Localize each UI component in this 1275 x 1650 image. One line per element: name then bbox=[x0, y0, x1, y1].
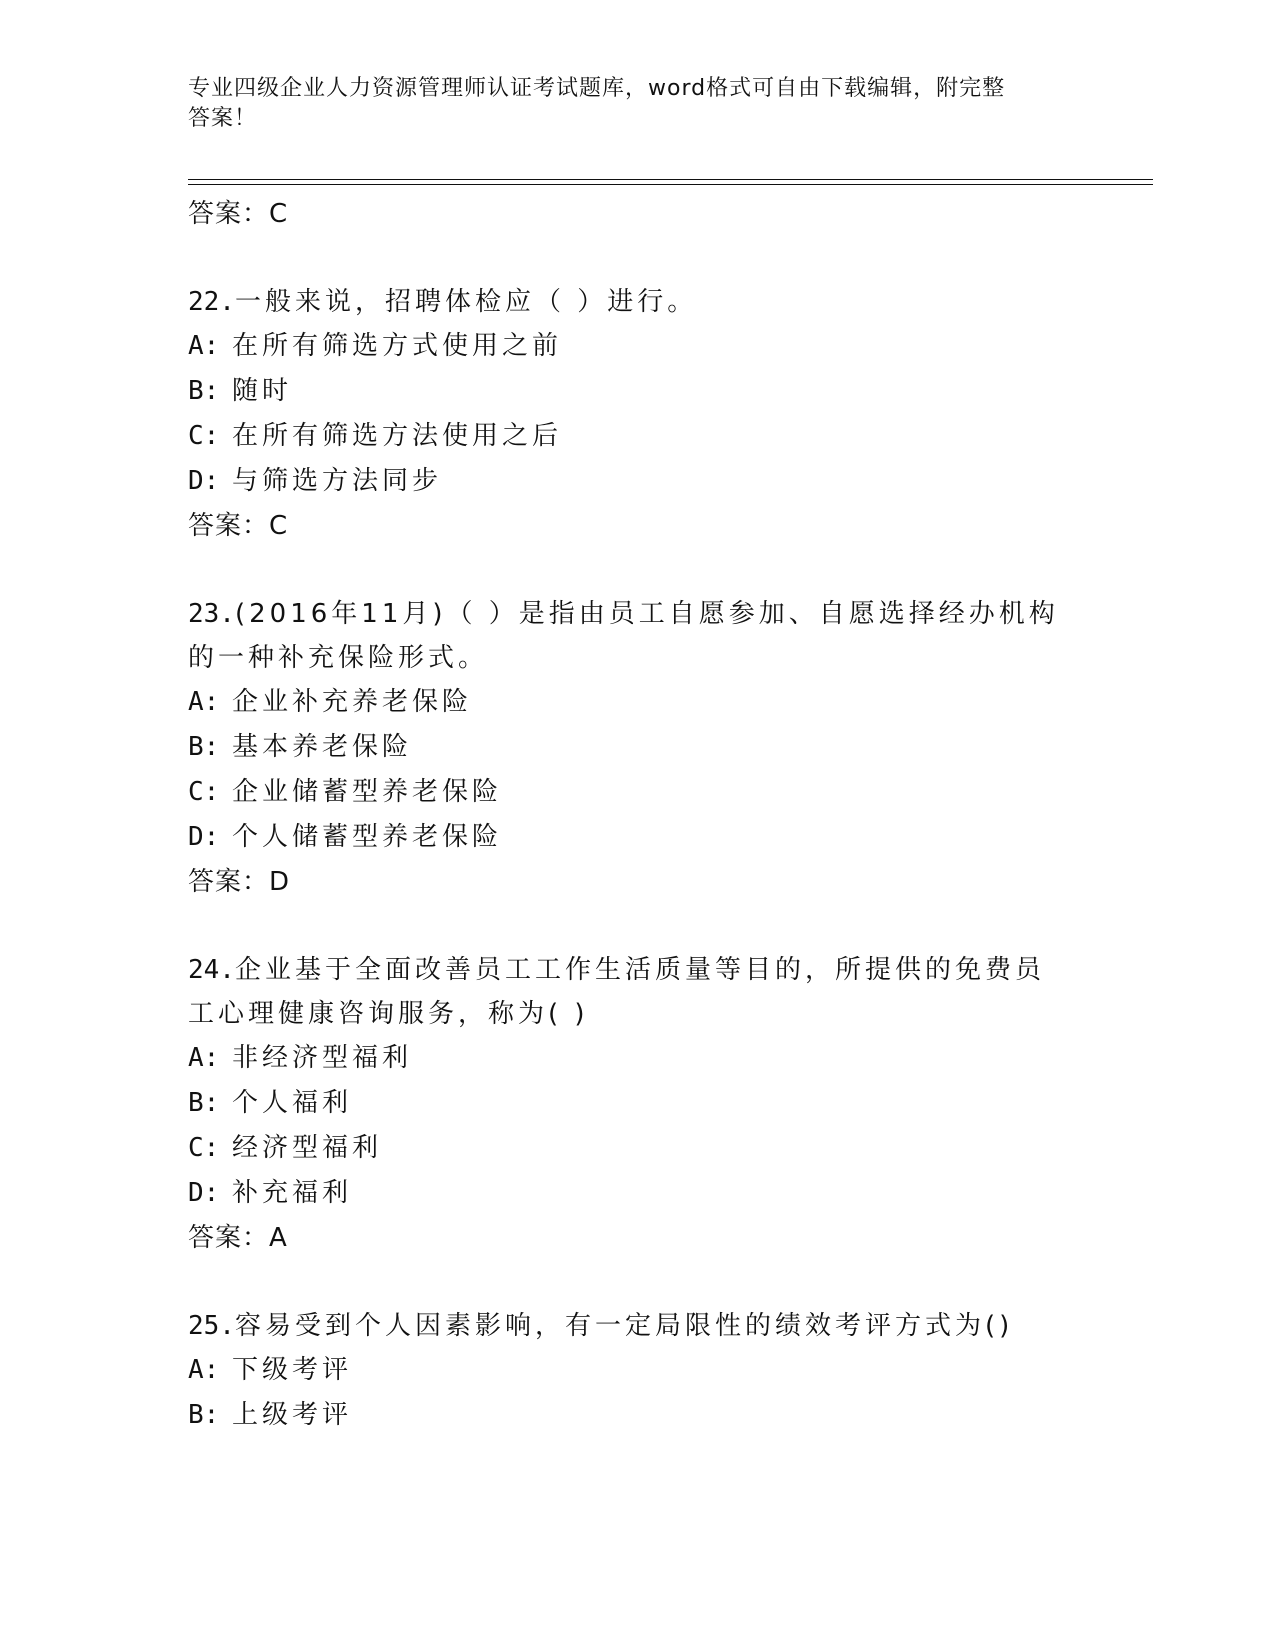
question-stem: 企业基于全面改善员工工作生活质量等目的，所提供的免费员工心理健康咨询服务，称为( ) bbox=[188, 955, 1045, 1029]
header-line-1: 专业四级企业人力资源管理师认证考试题库，word格式可自由下载编辑，附完整 bbox=[188, 76, 1006, 101]
option-text: 在所有筛选方式使用之前 bbox=[232, 331, 563, 361]
option-letter: C: bbox=[188, 421, 220, 451]
option-letter: B: bbox=[188, 732, 220, 762]
option-d bbox=[188, 815, 1088, 860]
question-number: 24. bbox=[188, 955, 235, 985]
question-24 bbox=[188, 948, 1088, 1260]
question-stem: 一般来说，招聘体检应（ ）进行。 bbox=[234, 287, 698, 317]
question-text bbox=[188, 1304, 1068, 1348]
option-text: 企业补充养老保险 bbox=[232, 687, 473, 717]
question-number: 22. bbox=[188, 287, 235, 317]
option-a bbox=[188, 324, 1088, 369]
option-text: 上级考评 bbox=[232, 1400, 353, 1430]
header-line-2: 答案！ bbox=[188, 106, 258, 131]
answer-label: 答案： bbox=[188, 199, 270, 229]
answer-value: A bbox=[269, 1223, 288, 1253]
option-letter: B: bbox=[188, 376, 220, 406]
option-letter: A: bbox=[188, 331, 220, 361]
option-b bbox=[188, 725, 1088, 770]
option-c bbox=[188, 1126, 1088, 1171]
option-letter: D: bbox=[188, 466, 220, 496]
option-a bbox=[188, 1348, 1088, 1393]
option-letter: A: bbox=[188, 1355, 220, 1385]
option-d bbox=[188, 459, 1088, 504]
option-text: 经济型福利 bbox=[232, 1133, 383, 1163]
option-letter: C: bbox=[188, 1133, 220, 1163]
option-letter: B: bbox=[188, 1088, 220, 1118]
option-c bbox=[188, 770, 1088, 815]
option-text: 基本养老保险 bbox=[232, 732, 413, 762]
question-25 bbox=[188, 1304, 1088, 1438]
question-text bbox=[188, 280, 1068, 324]
option-a bbox=[188, 680, 1088, 725]
option-text: 与筛选方法同步 bbox=[232, 466, 443, 496]
option-text: 个人储蓄型养老保险 bbox=[232, 822, 503, 852]
question-number: 23. bbox=[188, 599, 235, 629]
option-text: 随时 bbox=[232, 376, 293, 406]
answer-value: C bbox=[269, 199, 289, 229]
header-divider-bottom bbox=[188, 184, 1153, 185]
answer-value: D bbox=[269, 867, 291, 897]
option-b bbox=[188, 369, 1088, 414]
document-header bbox=[188, 74, 1088, 134]
option-letter: A: bbox=[188, 1043, 220, 1073]
option-letter: A: bbox=[188, 687, 220, 717]
answer-label: 答案： bbox=[188, 1223, 270, 1253]
option-text: 下级考评 bbox=[232, 1355, 353, 1385]
answer-label: 答案： bbox=[188, 511, 270, 541]
question-number: 25. bbox=[188, 1311, 235, 1341]
question-list bbox=[188, 192, 1088, 1438]
option-text: 个人福利 bbox=[232, 1088, 353, 1118]
option-c bbox=[188, 414, 1088, 459]
question-stem: 容易受到个人因素影响，有一定局限性的绩效考评方式为() bbox=[234, 1311, 1014, 1341]
option-a bbox=[188, 1036, 1088, 1081]
option-letter: B: bbox=[188, 1400, 220, 1430]
question-text bbox=[188, 948, 1068, 1036]
option-letter: D: bbox=[188, 822, 220, 852]
option-b bbox=[188, 1081, 1088, 1126]
option-letter: C: bbox=[188, 777, 220, 807]
answer-line bbox=[188, 1216, 1088, 1260]
answer-line bbox=[188, 860, 1088, 904]
answer-line-prev bbox=[188, 192, 1088, 236]
question-text bbox=[188, 592, 1068, 680]
answer-line bbox=[188, 504, 1088, 548]
question-23 bbox=[188, 592, 1088, 904]
option-d bbox=[188, 1171, 1088, 1216]
answer-label: 答案： bbox=[188, 867, 270, 897]
answer-value: C bbox=[269, 511, 289, 541]
option-b bbox=[188, 1393, 1088, 1438]
option-letter: D: bbox=[188, 1178, 220, 1208]
question-stem: (2016年11月)（ ）是指由员工自愿参加、自愿选择经办机构的一种补充保险形式。 bbox=[188, 599, 1059, 673]
option-text: 在所有筛选方法使用之后 bbox=[232, 421, 563, 451]
option-text: 企业储蓄型养老保险 bbox=[232, 777, 503, 807]
question-22 bbox=[188, 280, 1088, 548]
option-text: 非经济型福利 bbox=[232, 1043, 413, 1073]
option-text: 补充福利 bbox=[232, 1178, 353, 1208]
header-divider-top bbox=[188, 179, 1153, 180]
